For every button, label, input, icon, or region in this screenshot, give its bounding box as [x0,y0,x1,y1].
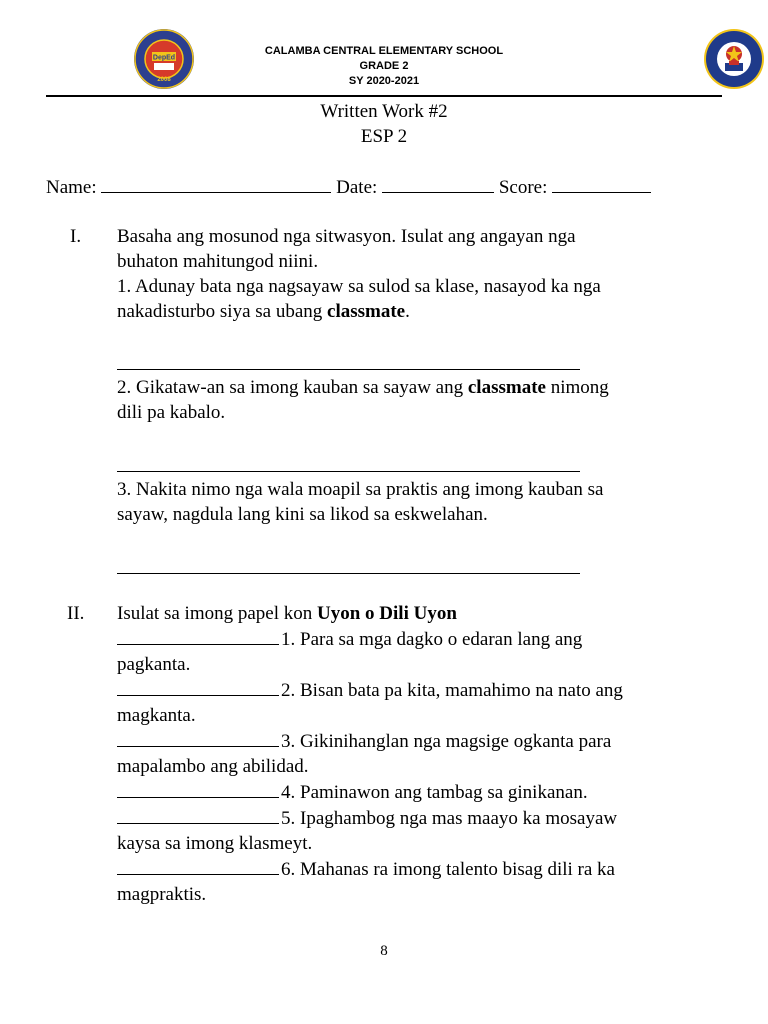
section1-numeral: I. [70,226,82,247]
section1-instruction [117,224,576,274]
answer-blank[interactable] [117,626,279,645]
answer-blank[interactable] [117,728,279,747]
situation-text: 3. Nakita nimo nga wala moapil sa praktis ang imong kauban sa [117,479,604,500]
statement-item: 5. Ipaghambog nga mas maayo ka mosayaw kaysa sa imong klasmeyt. [117,805,623,856]
bold-term: classmate [467,377,546,398]
worksheet-title: Written Work #2 [320,101,448,122]
situation-1 [117,274,601,324]
answer-line-2[interactable] [117,471,580,472]
worksheet-subject: ESP 2 [360,126,408,147]
section2-instruction: Isulat sa imong papel kon Uyon o Dili Uyon [117,603,457,624]
svg-text:2008: 2008 [157,77,171,83]
statement-item: 2. Bisan bata pa kita, mamahimo na nato ang magkanta. [117,677,623,728]
statement-item: 1. Para sa mga dagko o edaran lang ang pagkanta. [117,626,623,677]
statement-item: 6. Mahanas ra imong talento bisag dili ra ka magpraktis. [117,856,623,907]
statement-list [117,626,623,907]
section2-numeral: II. [67,603,85,624]
instruction-line: buhaton mahitungod niini. [117,251,319,272]
name-label: Name: [46,177,97,198]
school-name: CALAMBA CENTRAL ELEMENTARY SCHOOL [264,45,504,57]
page-number: 8 [380,943,388,959]
answer-line-1[interactable] [117,369,580,370]
answer-blank[interactable] [117,779,279,798]
statement-item: 3. Gikinihanglan nga magsige ogkanta para mapalambo ang abilidad. [117,728,623,779]
instruction-line: Basaha ang mosunod nga sitwasyon. Isulat ang angayan nga [117,226,576,247]
bold-term: classmate [327,301,406,322]
statement-item: 4. Paminawon ang tambag sa ginikanan. [117,779,623,805]
svg-text:DepEd: DepEd [152,54,176,62]
grade-level: GRADE 2 [359,60,409,72]
header-rule [46,95,722,97]
division-seal-icon [133,28,195,90]
situation-text: 2. Gikataw-an sa imong kauban sa sayaw ang classmate nimong [117,377,609,398]
answer-line-3[interactable] [117,573,580,574]
school-year: SY 2020-2021 [348,75,420,87]
bold-term: Uyon o Dili Uyon [317,603,457,624]
name-field[interactable] [101,174,331,193]
score-field[interactable] [552,174,651,193]
answer-blank[interactable] [117,677,279,696]
situation-2 [117,375,609,425]
date-label: Date: [336,177,378,198]
answer-blank[interactable] [117,856,279,875]
situation-3 [117,477,604,527]
situation-text: 1. Adunay bata nga nagsayaw sa sulod sa klase, nasayod ka nga [117,276,601,297]
deped-seal-icon [703,28,765,90]
info-row [46,174,651,200]
situation-text: nakadisturbo siya sa ubang classmate. [117,301,410,322]
answer-blank[interactable] [117,805,279,824]
situation-text: sayaw, nagdula lang kini sa likod sa eskwelahan. [117,504,488,525]
date-field[interactable] [382,174,494,193]
score-label: Score: [498,177,548,198]
school-header [234,44,534,89]
situation-text: dili pa kabalo. [117,402,226,423]
